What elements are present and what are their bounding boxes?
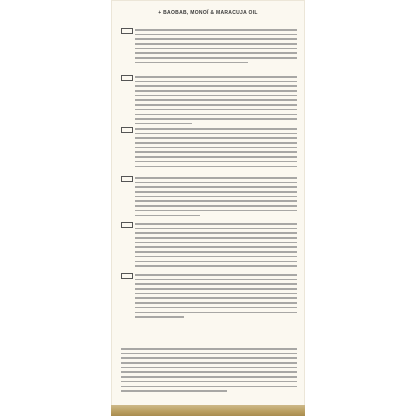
text-line xyxy=(135,166,297,168)
ingredient-line xyxy=(121,353,297,355)
ingredients-list xyxy=(121,348,297,395)
text-line xyxy=(135,133,297,135)
text-line xyxy=(135,274,297,276)
text-line xyxy=(135,177,297,179)
product-box-panel xyxy=(111,0,305,416)
language-tag xyxy=(121,127,133,133)
text-line xyxy=(135,196,297,198)
text-line xyxy=(135,123,192,125)
ingredient-line xyxy=(121,390,227,392)
language-tag xyxy=(121,75,133,81)
text-line xyxy=(135,156,297,158)
text-line xyxy=(135,48,297,50)
text-line xyxy=(135,246,297,248)
text-line xyxy=(135,104,297,106)
text-line xyxy=(135,242,297,244)
text-line xyxy=(135,223,297,225)
ingredient-line xyxy=(121,357,297,359)
text-line xyxy=(135,288,297,290)
text-lines xyxy=(135,29,297,67)
ingredient-line xyxy=(121,371,297,373)
text-line xyxy=(135,307,297,309)
text-line xyxy=(135,109,297,111)
text-line xyxy=(135,142,297,144)
text-lines xyxy=(135,128,297,170)
ingredient-line xyxy=(121,367,297,369)
text-line xyxy=(135,182,297,184)
text-line xyxy=(135,256,297,258)
text-line xyxy=(135,137,297,139)
text-line xyxy=(135,297,297,299)
language-tag xyxy=(121,222,133,228)
ingredient-line xyxy=(121,386,297,388)
text-lines xyxy=(135,177,297,219)
text-line xyxy=(135,43,297,45)
text-line xyxy=(135,265,297,267)
language-tag xyxy=(121,28,133,34)
text-line xyxy=(135,99,297,101)
language-tag xyxy=(121,273,133,279)
text-line xyxy=(135,57,297,59)
text-line xyxy=(135,237,297,239)
text-line xyxy=(135,283,297,285)
text-line xyxy=(135,251,297,253)
text-line xyxy=(135,191,297,193)
gold-bottom-strip xyxy=(111,405,305,416)
text-line xyxy=(135,151,297,153)
text-line xyxy=(135,232,297,234)
text-line xyxy=(135,29,297,31)
text-line xyxy=(135,302,297,304)
text-line xyxy=(135,76,297,78)
text-line xyxy=(135,95,297,97)
text-line xyxy=(135,186,297,188)
text-lines xyxy=(135,223,297,270)
text-line xyxy=(135,81,297,83)
text-line xyxy=(135,85,297,87)
text-line xyxy=(135,90,297,92)
text-lines xyxy=(135,76,297,128)
text-line xyxy=(135,228,297,230)
text-line xyxy=(135,200,297,202)
text-line xyxy=(135,293,297,295)
ingredient-line xyxy=(121,381,297,383)
language-tag xyxy=(121,176,133,182)
text-line xyxy=(135,62,248,64)
text-line xyxy=(135,118,297,120)
text-line xyxy=(135,261,297,263)
text-line xyxy=(135,52,297,54)
ingredient-line xyxy=(121,376,297,378)
text-line xyxy=(135,279,297,281)
text-line xyxy=(135,210,297,212)
text-line xyxy=(135,312,297,314)
text-line xyxy=(135,161,297,163)
text-line xyxy=(135,38,297,40)
ingredient-line xyxy=(121,348,297,350)
text-line xyxy=(135,128,297,130)
text-line xyxy=(135,34,297,36)
text-line xyxy=(135,205,297,207)
product-subtitle: + BAOBAB, MONOÏ & MARACUJA OIL xyxy=(158,10,258,16)
text-lines xyxy=(135,274,297,321)
text-line xyxy=(135,316,184,318)
text-line xyxy=(135,147,297,149)
ingredient-line xyxy=(121,362,297,364)
text-line xyxy=(135,215,200,217)
text-line xyxy=(135,114,297,116)
